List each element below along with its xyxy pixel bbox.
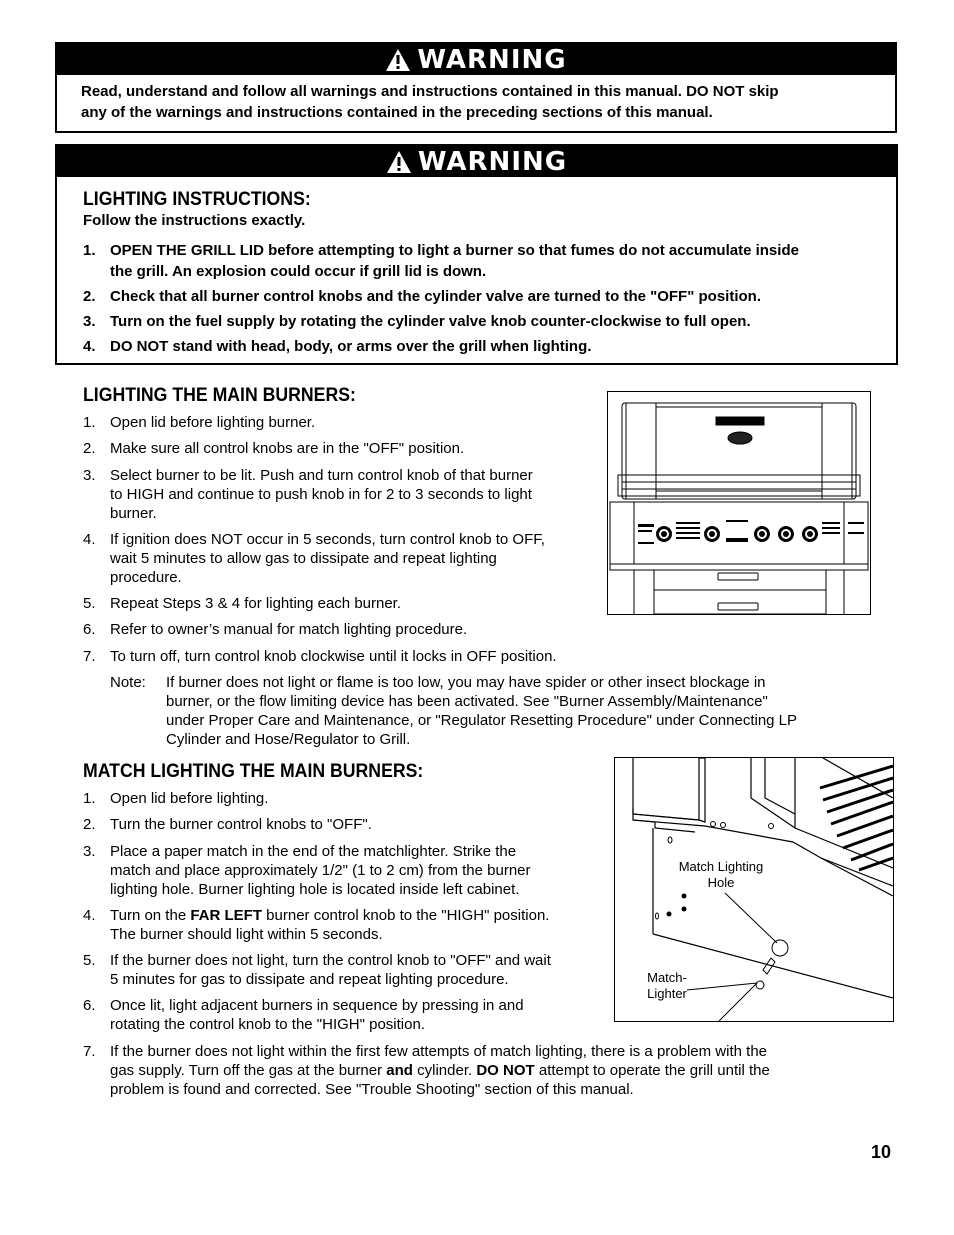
warning-triangle-icon xyxy=(385,48,411,72)
match-lighter-label xyxy=(639,970,695,1002)
item-number: 4. xyxy=(83,907,96,924)
main-burners-heading: LIGHTING THE MAIN BURNERS: xyxy=(83,385,356,406)
item-number: 2. xyxy=(83,288,96,305)
note-line: Cylinder and Hose/Regulator to Grill. xyxy=(166,731,411,748)
text-run: The burner should light within 5 seconds. xyxy=(110,926,383,943)
item-number: 2. xyxy=(83,816,96,833)
text-run: problem is found and corrected. See "Trouble Shooting" section of this manual. xyxy=(110,1081,634,1098)
item-text-line: Open lid before lighting. xyxy=(110,790,269,807)
lighting-instructions-item xyxy=(83,336,883,357)
item-number: 7. xyxy=(83,648,96,665)
item-number: 5. xyxy=(83,595,96,612)
match-lighting-hole-label xyxy=(669,859,773,891)
item-text xyxy=(110,951,551,989)
item-text-line: rotating the control knob to the "HIGH" position. xyxy=(110,1016,425,1033)
item-text-line: OPEN THE GRILL LID before attempting to light a burner so that fumes do not accumulate inside xyxy=(110,242,799,259)
label-line: Hole xyxy=(707,875,735,890)
item-number: 6. xyxy=(83,997,96,1014)
item-number: 1. xyxy=(83,414,96,431)
warning-triangle-icon xyxy=(386,150,412,174)
main-burners-item xyxy=(83,620,883,639)
label-line: Match- xyxy=(647,970,687,985)
page-number: 10 xyxy=(871,1142,892,1162)
item-text-line: match and place approximately 1/2" (1 to 2 cm) from the burner xyxy=(110,862,531,879)
item-text xyxy=(110,996,524,1034)
item-text xyxy=(110,1042,770,1099)
item-text-line: DO NOT stand with head, body, or arms over the grill when lighting. xyxy=(110,338,592,355)
item-text-line: the grill. An explosion could occur if grill lid is down. xyxy=(110,263,487,280)
text-run-bold: and xyxy=(386,1062,413,1079)
item-text xyxy=(110,815,372,834)
text-run: gas supply. Turn off the gas at the burner xyxy=(110,1062,387,1079)
item-text-line: to HIGH and continue to push knob in for 2 to 3 seconds to light xyxy=(110,486,532,503)
note-text xyxy=(166,673,797,749)
item-text xyxy=(110,336,591,357)
item-number: 3. xyxy=(83,313,96,330)
item-text-line: wait 5 minutes to allow gas to dissipate and repeat lighting xyxy=(110,550,497,567)
item-text xyxy=(110,286,761,307)
note-line: under Proper Care and Maintenance, or "Regulator Resetting Procedure" under Connecting LP xyxy=(166,712,798,729)
text-run: Turn on the xyxy=(110,907,191,924)
warning-banner-1 xyxy=(57,44,895,75)
lighting-instructions-heading: LIGHTING INSTRUCTIONS: xyxy=(83,189,311,210)
lighting-instructions-item xyxy=(83,286,883,307)
note-line: If burner does not light or flame is too low, you may have spider or other insect blockage in xyxy=(166,674,766,691)
item-text-line: If ignition does NOT occur in 5 seconds, turn control knob to OFF, xyxy=(110,531,545,548)
item-text-line: Check that all burner control knobs and the cylinder valve are turned to the "OFF" position. xyxy=(110,288,761,305)
match-lighting-item xyxy=(83,815,613,834)
lighting-instructions-item xyxy=(83,311,883,332)
item-text-line: Place a paper match in the end of the matchlighter. Strike the xyxy=(110,843,517,860)
item-text-line: Turn on the fuel supply by rotating the cylinder valve knob counter-clockwise to full open. xyxy=(110,313,751,330)
warning-title-2: WARNING xyxy=(417,146,568,177)
item-text xyxy=(110,620,467,639)
item-text xyxy=(110,439,464,458)
item-number: 3. xyxy=(83,467,96,484)
note-line: burner, or the flow limiting device has been activated. See "Burner Assembly/Maintenance" xyxy=(166,693,768,710)
item-text-line: Make sure all control knobs are in the "OFF" position. xyxy=(110,440,465,457)
match-item-4 xyxy=(83,906,623,946)
label-line: Match Lighting xyxy=(678,859,764,874)
item-number: 3. xyxy=(83,843,96,860)
item-text xyxy=(110,240,799,282)
item-text-line: Once lit, light adjacent burners in sequence by pressing in and xyxy=(110,997,524,1014)
item-number: 1. xyxy=(83,790,96,807)
text-run-bold: DO NOT xyxy=(476,1062,535,1079)
item-text xyxy=(110,647,557,666)
match-lighting-item xyxy=(83,842,613,899)
item-number: 4. xyxy=(83,531,96,548)
item-text xyxy=(110,311,751,332)
warning-banner-2 xyxy=(57,146,896,177)
warning-title-1: WARNING xyxy=(417,44,567,75)
item-text xyxy=(110,413,315,432)
item-text-line: If the burner does not light, turn the control knob to "OFF" and wait xyxy=(110,952,551,969)
match-lighting-item xyxy=(83,789,613,808)
match-lighting-heading: MATCH LIGHTING THE MAIN BURNERS: xyxy=(83,761,424,782)
match-lighting-item xyxy=(83,996,613,1034)
match-lighting-illustration xyxy=(614,757,894,1022)
warning-box-1 xyxy=(55,42,897,133)
grill-front-illustration xyxy=(607,391,871,615)
item-text xyxy=(110,530,545,587)
item-text xyxy=(110,906,549,944)
grill-front-drawing xyxy=(608,392,870,614)
match-lighting-item xyxy=(83,951,613,989)
item-text-line: Select burner to be lit. Push and turn control knob of that burner xyxy=(110,467,533,484)
label-line: Lighter xyxy=(647,986,687,1001)
item-number: 2. xyxy=(83,440,96,457)
lighting-instructions-subheading: Follow the instructions exactly. xyxy=(83,212,306,229)
item-text-line: To turn off, turn control knob clockwise until it locks in OFF position. xyxy=(110,648,557,665)
item-text xyxy=(110,842,531,899)
text-run: cylinder. xyxy=(412,1062,477,1079)
item-text xyxy=(110,789,268,808)
warning-text-1 xyxy=(57,75,895,123)
match-item-7 xyxy=(83,1042,883,1102)
item-number: 1. xyxy=(83,242,96,259)
item-text xyxy=(110,466,533,523)
warning-text-line: Read, understand and follow all warnings and instructions contained in this manual. DO NOT skip xyxy=(81,83,779,100)
item-text-line: procedure. xyxy=(110,569,182,586)
lighting-instructions-item xyxy=(83,240,883,282)
text-run: If the burner does not light within the first few attempts of match lighting, there is a problem with the xyxy=(110,1043,767,1060)
note-label: Note: xyxy=(110,674,146,691)
item-number: 6. xyxy=(83,621,96,638)
main-burners-note xyxy=(110,673,890,753)
item-number: 7. xyxy=(83,1043,96,1060)
text-run: burner control knob to the "HIGH" position. xyxy=(262,907,550,924)
text-run-bold: FAR LEFT xyxy=(190,907,262,924)
item-text-line: lighting hole. Burner lighting hole is located inside left cabinet. xyxy=(110,881,520,898)
item-text-line: Refer to owner’s manual for match lighting procedure. xyxy=(110,621,468,638)
item-text-line: 5 minutes for gas to dissipate and repeat lighting procedure. xyxy=(110,971,509,988)
text-run: attempt to operate the grill until the xyxy=(534,1062,770,1079)
warning-text-line: any of the warnings and instructions contained in the preceding sections of this manual. xyxy=(81,104,713,121)
item-number: 4. xyxy=(83,338,96,355)
item-text-line: burner. xyxy=(110,505,157,522)
main-burners-item xyxy=(83,647,883,666)
item-number: 5. xyxy=(83,952,96,969)
item-text-line: Repeat Steps 3 & 4 for lighting each burner. xyxy=(110,595,402,612)
item-text-line: Open lid before lighting burner. xyxy=(110,414,316,431)
item-text xyxy=(110,594,401,613)
item-text-line: Turn the burner control knobs to "OFF". xyxy=(110,816,372,833)
